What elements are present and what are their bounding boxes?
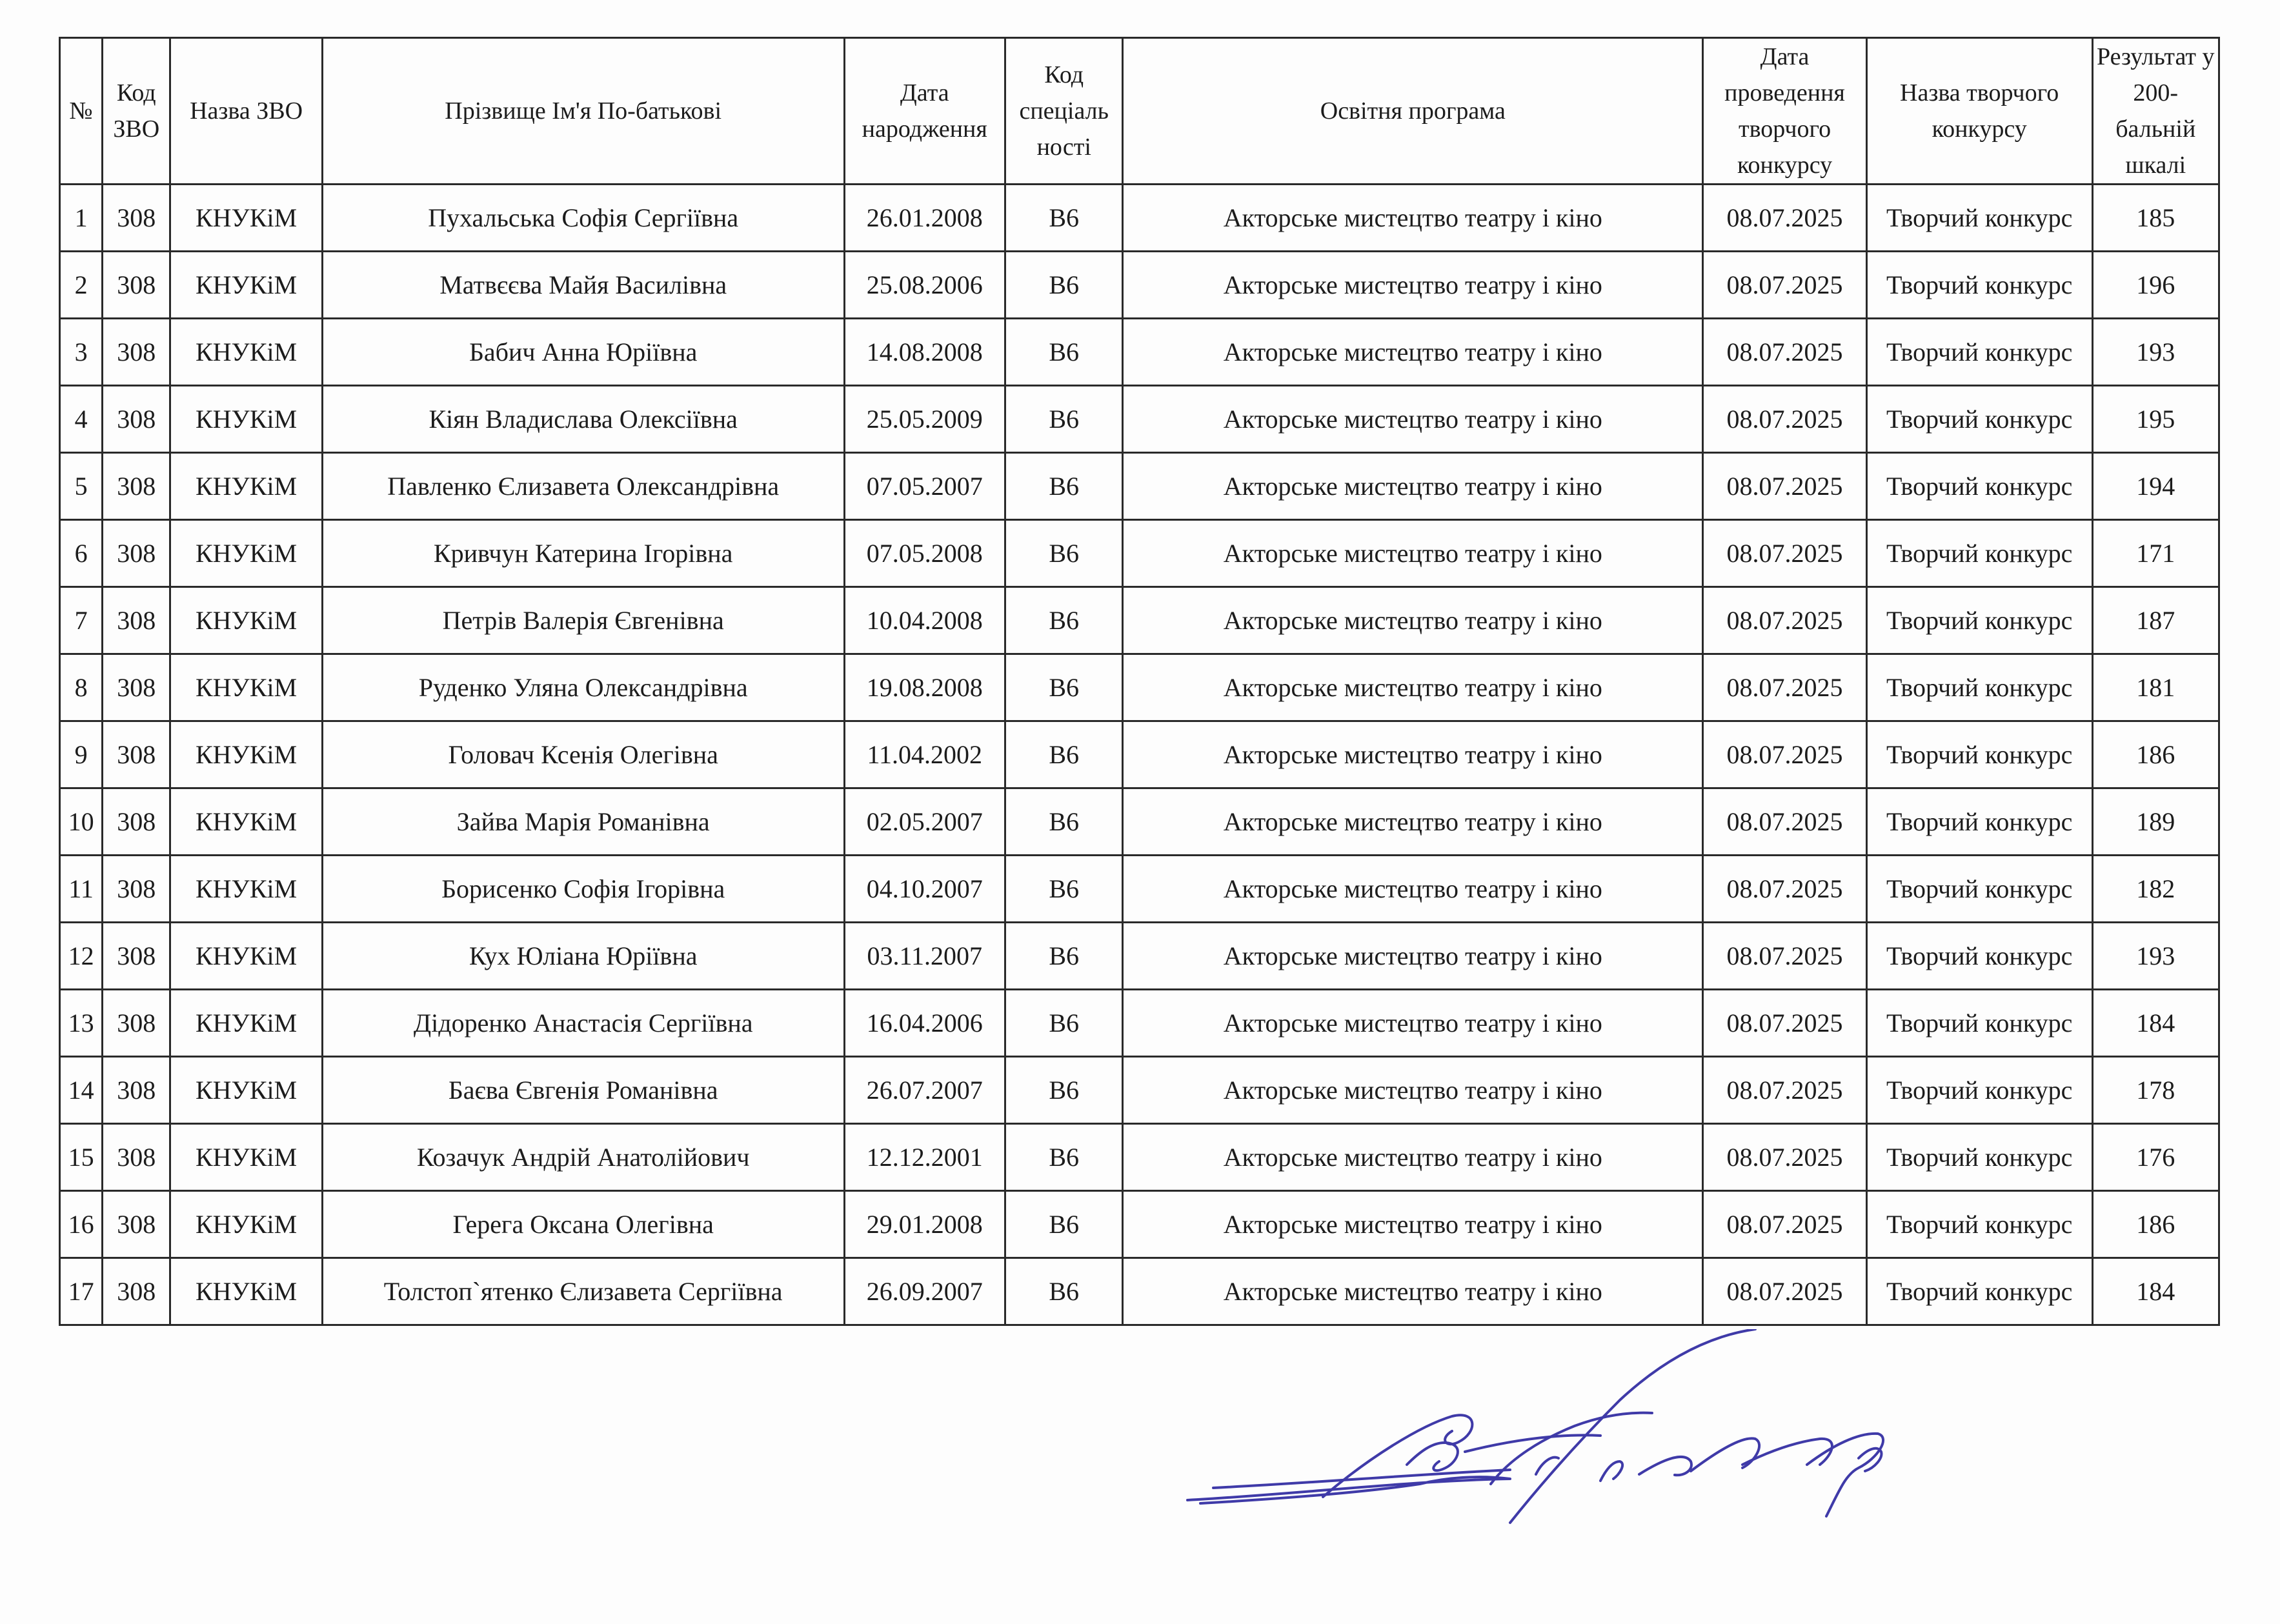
- cell-institution-name: КНУКіМ: [170, 587, 322, 654]
- cell-score: 194: [2092, 453, 2219, 520]
- table-row: [60, 788, 2219, 856]
- cell-institution-name: КНУКіМ: [170, 1124, 322, 1191]
- cell-institution-code: 308: [103, 1057, 170, 1124]
- cell-birth-date: 26.07.2007: [844, 1057, 1005, 1124]
- cell-birth-date: 04.10.2007: [844, 856, 1005, 923]
- table-row: [60, 1124, 2219, 1191]
- cell-score: 184: [2092, 1258, 2219, 1325]
- cell-full-name: Кіян Владислава Олексіївна: [322, 386, 844, 453]
- col-header-contest-date: Дата проведення творчого конкурсу: [1703, 38, 1867, 185]
- cell-institution-code: 308: [103, 923, 170, 990]
- cell-full-name: Головач Ксенія Олегівна: [322, 721, 844, 788]
- cell-birth-date: 03.11.2007: [844, 923, 1005, 990]
- cell-birth-date: 25.08.2006: [844, 252, 1005, 319]
- cell-institution-code: 308: [103, 990, 170, 1057]
- cell-program: Акторське мистецтво театру і кіно: [1123, 587, 1703, 654]
- cell-contest-name: Творчий конкурс: [1866, 923, 2092, 990]
- cell-institution-code: 308: [103, 1191, 170, 1258]
- cell-number: 9: [60, 721, 103, 788]
- cell-program: Акторське мистецтво театру і кіно: [1123, 1191, 1703, 1258]
- table-row: [60, 453, 2219, 520]
- cell-contest-name: Творчий конкурс: [1866, 721, 2092, 788]
- cell-institution-name: КНУКіМ: [170, 721, 322, 788]
- cell-program: Акторське мистецтво театру і кіно: [1123, 453, 1703, 520]
- cell-contest-name: Творчий конкурс: [1866, 1057, 2092, 1124]
- cell-institution-name: КНУКіМ: [170, 654, 322, 721]
- cell-birth-date: 07.05.2007: [844, 453, 1005, 520]
- cell-number: 4: [60, 386, 103, 453]
- cell-birth-date: 26.01.2008: [844, 185, 1005, 252]
- cell-institution-name: КНУКіМ: [170, 923, 322, 990]
- cell-birth-date: 19.08.2008: [844, 654, 1005, 721]
- cell-institution-name: КНУКіМ: [170, 1258, 322, 1325]
- cell-program: Акторське мистецтво театру і кіно: [1123, 923, 1703, 990]
- cell-institution-code: 308: [103, 185, 170, 252]
- cell-contest-date: 08.07.2025: [1703, 1258, 1867, 1325]
- cell-number: 10: [60, 788, 103, 856]
- cell-birth-date: 11.04.2002: [844, 721, 1005, 788]
- cell-specialty-code: В6: [1005, 386, 1123, 453]
- cell-specialty-code: В6: [1005, 1258, 1123, 1325]
- cell-number: 17: [60, 1258, 103, 1325]
- col-header-full-name: Прізвище Ім'я По-батькові: [322, 38, 844, 185]
- handwritten-signature: [1175, 1329, 2013, 1549]
- table-row: [60, 923, 2219, 990]
- cell-birth-date: 12.12.2001: [844, 1124, 1005, 1191]
- cell-institution-name: КНУКіМ: [170, 453, 322, 520]
- cell-program: Акторське мистецтво театру і кіно: [1123, 1124, 1703, 1191]
- cell-institution-code: 308: [103, 721, 170, 788]
- cell-institution-code: 308: [103, 319, 170, 386]
- cell-contest-date: 08.07.2025: [1703, 990, 1867, 1057]
- cell-institution-code: 308: [103, 788, 170, 856]
- cell-institution-code: 308: [103, 856, 170, 923]
- cell-specialty-code: В6: [1005, 990, 1123, 1057]
- table-row: [60, 319, 2219, 386]
- cell-contest-date: 08.07.2025: [1703, 1191, 1867, 1258]
- cell-contest-date: 08.07.2025: [1703, 923, 1867, 990]
- cell-contest-name: Творчий конкурс: [1866, 185, 2092, 252]
- cell-number: 11: [60, 856, 103, 923]
- table-row: [60, 654, 2219, 721]
- cell-full-name: Матвєєва Майя Василівна: [322, 252, 844, 319]
- table-row: [60, 520, 2219, 587]
- cell-institution-name: КНУКіМ: [170, 520, 322, 587]
- cell-number: 3: [60, 319, 103, 386]
- cell-contest-name: Творчий конкурс: [1866, 1124, 2092, 1191]
- cell-full-name: Толстоп`ятенко Єлизавета Сергіївна: [322, 1258, 844, 1325]
- cell-contest-date: 08.07.2025: [1703, 1057, 1867, 1124]
- cell-program: Акторське мистецтво театру і кіно: [1123, 990, 1703, 1057]
- cell-full-name: Пухальська Софія Сергіївна: [322, 185, 844, 252]
- cell-institution-code: 308: [103, 386, 170, 453]
- cell-number: 6: [60, 520, 103, 587]
- col-header-institution-code: Код ЗВО: [103, 38, 170, 185]
- cell-program: Акторське мистецтво театру і кіно: [1123, 185, 1703, 252]
- col-header-contest-name: Назва творчого конкурсу: [1866, 38, 2092, 185]
- col-header-birth-date: Дата народження: [844, 38, 1005, 185]
- cell-institution-code: 308: [103, 587, 170, 654]
- cell-score: 187: [2092, 587, 2219, 654]
- cell-birth-date: 26.09.2007: [844, 1258, 1005, 1325]
- cell-contest-date: 08.07.2025: [1703, 520, 1867, 587]
- cell-score: 195: [2092, 386, 2219, 453]
- cell-institution-name: КНУКіМ: [170, 856, 322, 923]
- cell-institution-code: 308: [103, 252, 170, 319]
- cell-birth-date: 02.05.2007: [844, 788, 1005, 856]
- cell-contest-date: 08.07.2025: [1703, 319, 1867, 386]
- cell-specialty-code: В6: [1005, 721, 1123, 788]
- cell-number: 15: [60, 1124, 103, 1191]
- cell-specialty-code: В6: [1005, 453, 1123, 520]
- cell-program: Акторське мистецтво театру і кіно: [1123, 788, 1703, 856]
- cell-institution-code: 308: [103, 1124, 170, 1191]
- cell-full-name: Кух Юліана Юріївна: [322, 923, 844, 990]
- cell-institution-code: 308: [103, 453, 170, 520]
- cell-contest-name: Творчий конкурс: [1866, 252, 2092, 319]
- cell-institution-name: КНУКіМ: [170, 788, 322, 856]
- cell-specialty-code: В6: [1005, 185, 1123, 252]
- table-row: [60, 856, 2219, 923]
- cell-program: Акторське мистецтво театру і кіно: [1123, 319, 1703, 386]
- cell-score: 189: [2092, 788, 2219, 856]
- cell-birth-date: 16.04.2006: [844, 990, 1005, 1057]
- cell-full-name: Борисенко Софія Ігорівна: [322, 856, 844, 923]
- table-row: [60, 252, 2219, 319]
- cell-full-name: Кривчун Катерина Ігорівна: [322, 520, 844, 587]
- cell-specialty-code: В6: [1005, 923, 1123, 990]
- table-row: [60, 721, 2219, 788]
- cell-contest-name: Творчий конкурс: [1866, 1191, 2092, 1258]
- cell-number: 2: [60, 252, 103, 319]
- cell-specialty-code: В6: [1005, 319, 1123, 386]
- cell-number: 5: [60, 453, 103, 520]
- cell-birth-date: 25.05.2009: [844, 386, 1005, 453]
- cell-program: Акторське мистецтво театру і кіно: [1123, 520, 1703, 587]
- cell-institution-name: КНУКіМ: [170, 1191, 322, 1258]
- cell-specialty-code: В6: [1005, 1191, 1123, 1258]
- table-row: [60, 1191, 2219, 1258]
- cell-number: 7: [60, 587, 103, 654]
- results-table: [59, 37, 2220, 1326]
- cell-contest-name: Творчий конкурс: [1866, 654, 2092, 721]
- cell-institution-name: КНУКіМ: [170, 386, 322, 453]
- cell-contest-name: Творчий конкурс: [1866, 386, 2092, 453]
- cell-contest-date: 08.07.2025: [1703, 453, 1867, 520]
- cell-specialty-code: В6: [1005, 520, 1123, 587]
- cell-institution-name: КНУКіМ: [170, 990, 322, 1057]
- cell-full-name: Петрів Валерія Євгенівна: [322, 587, 844, 654]
- cell-birth-date: 07.05.2008: [844, 520, 1005, 587]
- cell-full-name: Павленко Єлизавета Олександрівна: [322, 453, 844, 520]
- table-body: [60, 185, 2219, 1325]
- cell-number: 16: [60, 1191, 103, 1258]
- cell-score: 181: [2092, 654, 2219, 721]
- cell-score: 176: [2092, 1124, 2219, 1191]
- col-header-institution-name: Назва ЗВО: [170, 38, 322, 185]
- cell-contest-name: Творчий конкурс: [1866, 520, 2092, 587]
- cell-institution-name: КНУКіМ: [170, 252, 322, 319]
- cell-specialty-code: В6: [1005, 1057, 1123, 1124]
- cell-contest-date: 08.07.2025: [1703, 252, 1867, 319]
- cell-program: Акторське мистецтво театру і кіно: [1123, 654, 1703, 721]
- cell-contest-date: 08.07.2025: [1703, 1124, 1867, 1191]
- cell-institution-name: КНУКіМ: [170, 319, 322, 386]
- header-row: [60, 38, 2219, 185]
- cell-contest-date: 08.07.2025: [1703, 654, 1867, 721]
- cell-full-name: Бабич Анна Юріївна: [322, 319, 844, 386]
- cell-score: 186: [2092, 1191, 2219, 1258]
- cell-score: 186: [2092, 721, 2219, 788]
- cell-full-name: Зайва Марія Романівна: [322, 788, 844, 856]
- cell-number: 1: [60, 185, 103, 252]
- cell-institution-code: 308: [103, 654, 170, 721]
- cell-contest-name: Творчий конкурс: [1866, 788, 2092, 856]
- cell-institution-name: КНУКіМ: [170, 185, 322, 252]
- cell-specialty-code: В6: [1005, 252, 1123, 319]
- cell-full-name: Дідоренко Анастасія Сергіївна: [322, 990, 844, 1057]
- cell-score: 193: [2092, 319, 2219, 386]
- cell-contest-name: Творчий конкурс: [1866, 990, 2092, 1057]
- col-header-program: Освітня програма: [1123, 38, 1703, 185]
- table-row: [60, 990, 2219, 1057]
- cell-score: 185: [2092, 185, 2219, 252]
- cell-contest-date: 08.07.2025: [1703, 386, 1867, 453]
- cell-program: Акторське мистецтво театру і кіно: [1123, 856, 1703, 923]
- cell-contest-name: Творчий конкурс: [1866, 453, 2092, 520]
- cell-specialty-code: В6: [1005, 654, 1123, 721]
- cell-full-name: Баєва Євгенія Романівна: [322, 1057, 844, 1124]
- cell-number: 14: [60, 1057, 103, 1124]
- cell-institution-code: 308: [103, 520, 170, 587]
- cell-institution-name: КНУКіМ: [170, 1057, 322, 1124]
- cell-score: 171: [2092, 520, 2219, 587]
- cell-contest-name: Творчий конкурс: [1866, 587, 2092, 654]
- cell-full-name: Козачук Андрій Анатолійович: [322, 1124, 844, 1191]
- cell-specialty-code: В6: [1005, 587, 1123, 654]
- cell-contest-name: Творчий конкурс: [1866, 856, 2092, 923]
- cell-birth-date: 14.08.2008: [844, 319, 1005, 386]
- cell-contest-name: Творчий конкурс: [1866, 319, 2092, 386]
- cell-specialty-code: В6: [1005, 788, 1123, 856]
- cell-contest-date: 08.07.2025: [1703, 856, 1867, 923]
- table-row: [60, 185, 2219, 252]
- cell-full-name: Руденко Уляна Олександрівна: [322, 654, 844, 721]
- cell-program: Акторське мистецтво театру і кіно: [1123, 252, 1703, 319]
- col-header-score: Результат у 200-бальній шкалі: [2092, 38, 2219, 185]
- cell-program: Акторське мистецтво театру і кіно: [1123, 721, 1703, 788]
- cell-score: 196: [2092, 252, 2219, 319]
- cell-score: 182: [2092, 856, 2219, 923]
- cell-score: 178: [2092, 1057, 2219, 1124]
- cell-score: 193: [2092, 923, 2219, 990]
- col-header-specialty-code: Код спеціаль ності: [1005, 38, 1123, 185]
- col-header-number: №: [60, 38, 103, 185]
- cell-program: Акторське мистецтво театру і кіно: [1123, 386, 1703, 453]
- cell-number: 8: [60, 654, 103, 721]
- table-row: [60, 1057, 2219, 1124]
- cell-birth-date: 29.01.2008: [844, 1191, 1005, 1258]
- table-row: [60, 587, 2219, 654]
- cell-contest-date: 08.07.2025: [1703, 185, 1867, 252]
- table-row: [60, 1258, 2219, 1325]
- cell-contest-name: Творчий конкурс: [1866, 1258, 2092, 1325]
- cell-contest-date: 08.07.2025: [1703, 788, 1867, 856]
- cell-full-name: Герега Оксана Олегівна: [322, 1191, 844, 1258]
- cell-program: Акторське мистецтво театру і кіно: [1123, 1258, 1703, 1325]
- cell-contest-date: 08.07.2025: [1703, 587, 1867, 654]
- cell-specialty-code: В6: [1005, 856, 1123, 923]
- table-header: [60, 38, 2219, 185]
- cell-institution-code: 308: [103, 1258, 170, 1325]
- cell-program: Акторське мистецтво театру і кіно: [1123, 1057, 1703, 1124]
- cell-birth-date: 10.04.2008: [844, 587, 1005, 654]
- cell-specialty-code: В6: [1005, 1124, 1123, 1191]
- table-row: [60, 386, 2219, 453]
- cell-number: 13: [60, 990, 103, 1057]
- cell-contest-date: 08.07.2025: [1703, 721, 1867, 788]
- cell-score: 184: [2092, 990, 2219, 1057]
- cell-number: 12: [60, 923, 103, 990]
